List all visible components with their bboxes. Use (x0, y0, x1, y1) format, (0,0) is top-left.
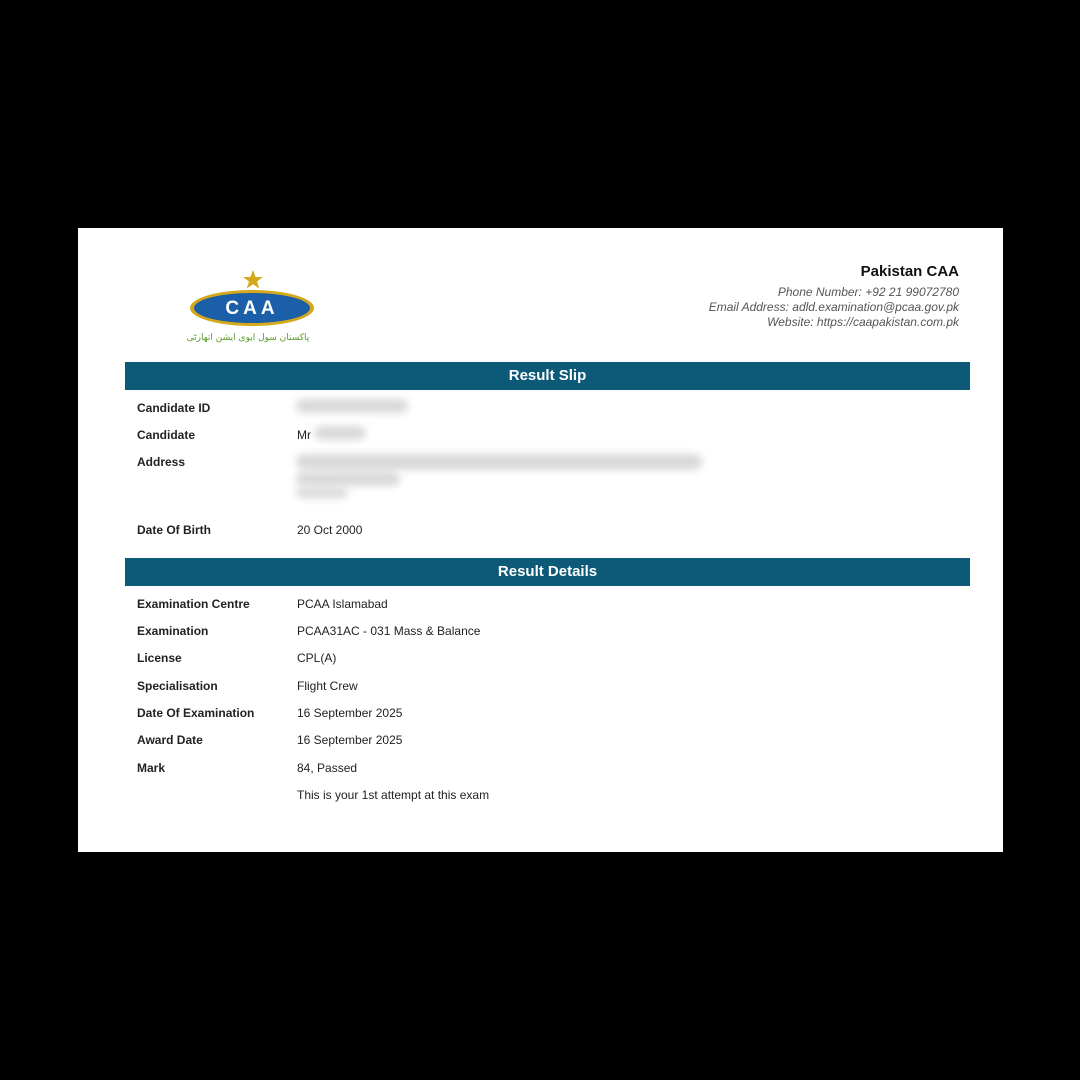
award-date-value: 16 September 2025 (297, 733, 403, 747)
redacted-candidate-id (296, 399, 408, 413)
candidate-id-label: Candidate ID (137, 401, 211, 415)
exam-centre-label: Examination Centre (137, 597, 250, 611)
exam-date-value: 16 September 2025 (297, 706, 403, 720)
mark-label: Mark (137, 761, 166, 775)
redacted-address-line-2 (296, 472, 400, 486)
mark-value: 84, Passed (297, 761, 358, 775)
license-label: License (137, 651, 182, 665)
award-date-label: Award Date (137, 733, 203, 747)
license-value: CPL(A) (297, 651, 337, 665)
logo-text: CAA (225, 298, 279, 319)
dob-label: Date Of Birth (137, 523, 212, 537)
website: Website: https://caapakistan.com.pk (767, 315, 959, 329)
exam-centre-value: PCAA Islamabad (297, 597, 388, 611)
examination-label: Examination (137, 624, 209, 638)
dob-value: 20 Oct 2000 (297, 523, 363, 537)
organization-contact (709, 264, 959, 330)
address-label: Address (137, 455, 186, 469)
specialisation-label: Specialisation (137, 679, 218, 693)
specialisation-value: Flight Crew (297, 679, 358, 693)
redacted-address-line-1 (296, 454, 702, 470)
candidate-label: Candidate (137, 428, 196, 442)
redacted-address-line-3 (296, 488, 348, 498)
redacted-candidate-name (314, 426, 366, 440)
exam-date-label: Date Of Examination (137, 706, 255, 720)
org-name: Pakistan CAA (860, 263, 959, 280)
phone-number: Phone Number: +92 21 99072780 (777, 285, 959, 299)
examination-value: PCAA31AC - 031 Mass & Balance (297, 624, 481, 638)
result-slip-heading: Result Slip (125, 362, 970, 390)
attempt-note: This is your 1st attempt at this exam (297, 788, 490, 802)
caa-logo (186, 268, 322, 346)
email-address: Email Address: adld.examination@pcaa.gov.pk (708, 300, 959, 314)
candidate-value: Mr (297, 428, 311, 442)
logo-urdu-text: پاکستان سول ایوی ایشن اتھارٹی (186, 333, 310, 343)
result-slip-document (78, 228, 1003, 852)
result-details-heading: Result Details (125, 558, 970, 586)
star-icon (243, 270, 263, 289)
